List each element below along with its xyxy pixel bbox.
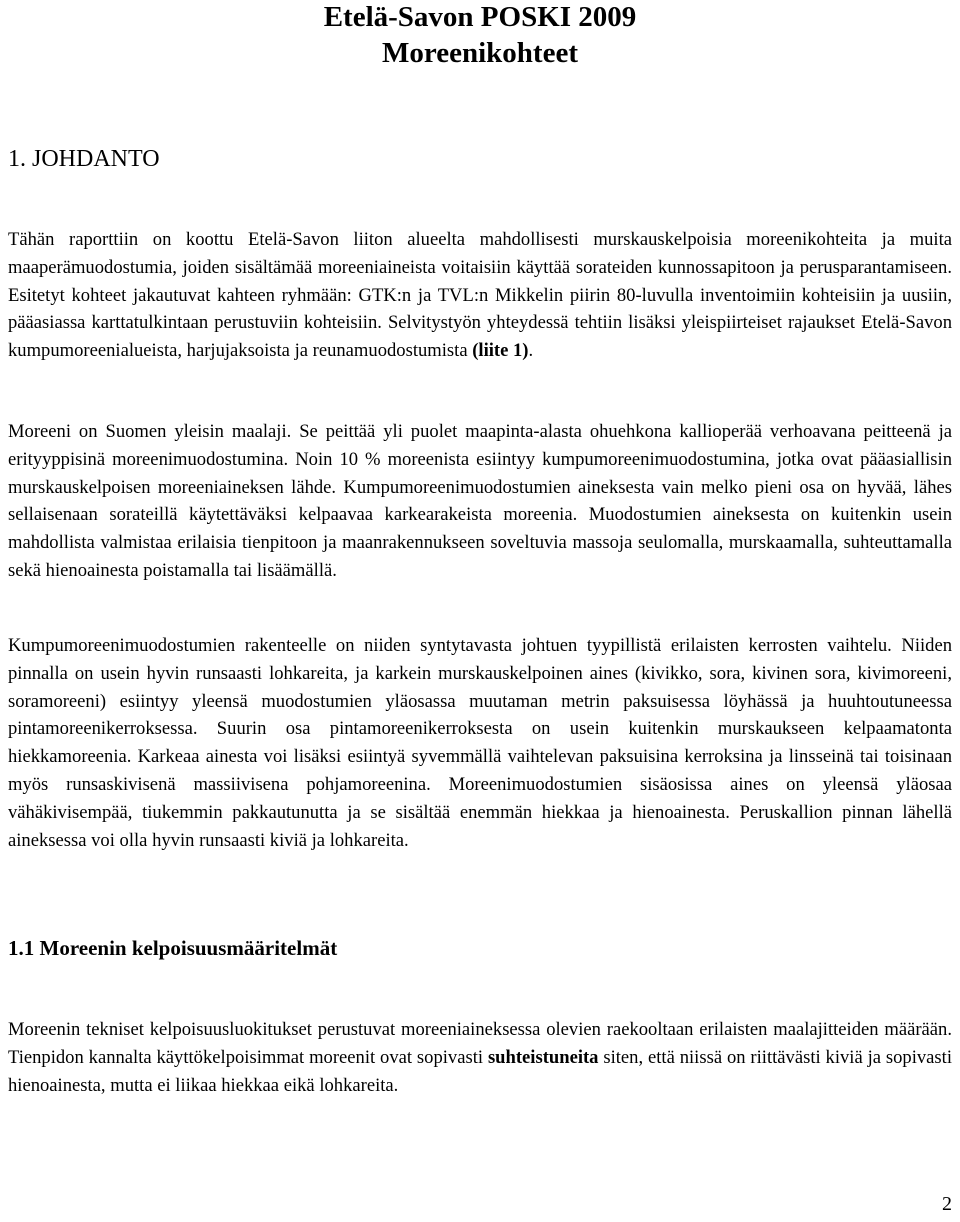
document-title: Etelä-Savon POSKI 2009: [323, 1, 637, 33]
appendix-reference: (liite 1): [472, 340, 529, 362]
paragraph-text: Moreenin tekniset kelpoisuusluokitukset perustuvat moreeniaineksessa olevien raekooltaan erilaisten maalajitteiden määrään. Tienpidon kannalta käyttökelpoisimmat moreenit ovat sopivasti: [8, 1019, 952, 1068]
section-heading-kelpoisuus: 1.1 Moreenin kelpoisuusmääritelmät: [8, 936, 338, 960]
paragraph-kelpoisuus: [8, 1016, 952, 1099]
section-heading-johdanto: 1. JOHDANTO: [8, 146, 160, 172]
paragraph-intro: [8, 226, 952, 365]
paragraph-text: Tähän raporttiin on koottu Etelä-Savon liiton alueelta mahdollisesti murskauskelpoisia moreenikohteita ja muita maaperämuodostumia, joiden sisältämää moreeniaineista voitaisiin käyttää sorateiden kunnossapitoon ja perusparantamiseen. Esitetyt kohteet jakautuvat kahteen ryhmään: GTK:n ja TVL:n Mikkelin piirin 80-luvulla inventoimiin kohteisiin ja uusiin, pääasiassa karttatulkintaan perustuviin kohteisiin. Selvitystyön yhteydessä tehtiin lisäksi yleispiirteiset rajaukset Etelä-Savon kumpumoreenialueista, harjujaksoista ja reunamuodostumista: [8, 229, 952, 362]
bold-term: suhteistuneita: [487, 1046, 599, 1068]
paragraph-moreeni: Moreeni on Suomen yleisin maalaji. Se peittää yli puolet maapinta-alasta ohuehkona kallioperää verhoavana peitteenä ja erityyppisinä moreenimuodostumina. Noin 10 % moreenista esiintyy kumpumoreenimuodostumina, jotka ovat pääasiallisin murskauskelpoisen moreeniaineksen lähde. Kumpumoreenimuodostumien aineksesta vain melko pieni osa on hyvää, lähes sellaisenaan sorateillä käytettäväksi kelpaavaa karkearakeista moreenia. Muodostumien aineksesta on kuitenkin usein mahdollista valmistaa erilaisia tienpitoon ja maanrakennukseen soveltuvia massoja seulomalla, murskaamalla, suhteuttamalla sekä hienoainesta poistamalla tai lisäämällä.: [8, 421, 952, 581]
paragraph-kumpumoreeni: Kumpumoreenimuodostumien rakenteelle on niiden syntytavasta johtuen tyypillistä erilaisten kerrosten vaihtelu. Niiden pinnalla on usein hyvin runsaasti lohkareita, ja karkein murskauskelpoinen aines (kivikko, sora, kivinen sora, kivimoreeni, soramoreeni) esiintyy yleensä muodostumien yläosassa muutaman metrin paksuisessa löyhässä ja huuhtoutuneessa pintamoreenikerroksessa. Suurin osa pintamoreenikerroksesta on usein kuitenkin murskaukseen kelpaamatonta hiekkamoreenia. Karkeaa ainesta voi lisäksi esiintyä syvemmällä vaihtelevan paksuisina kerroksina ja linsseinä tai toisinaan myös runsaskivisenä massiivisena pohjamoreenina. Moreenimuodostumien sisäosissa aines on yleensä yläosaa vähäkivisempää, tiukemmin pakkautunutta ja se sisältää enemmän hiekkaa ja hienoainesta. Peruskallion pinnan lähellä aineksessa voi olla hyvin runsaasti kiviä ja lohkareita.: [8, 635, 952, 851]
paragraph-text-end: siten, että niissä on riittävästi kiviä ja sopivasti hienoainesta, mutta ei liikaa hiekkaa eikä lohkareita.: [8, 1046, 952, 1096]
paragraph-text-end: .: [528, 340, 534, 362]
document-subtitle: Moreenikohteet: [382, 37, 578, 69]
page-number: 2: [942, 1193, 952, 1215]
